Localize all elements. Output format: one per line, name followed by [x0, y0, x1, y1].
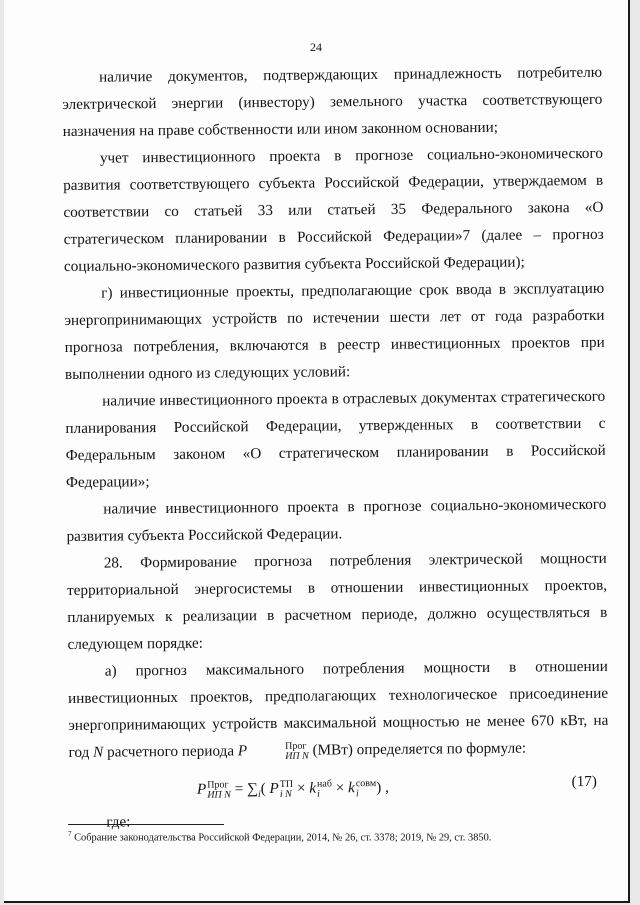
formula-number: (17) — [571, 772, 597, 791]
paragraph-28: 28. Формирование прогноза потребления электрической мощности территориальной энергосистемы в отношении инвестиционных проектов, планируемых к реализации в расчетном периоде, должно осуществляться в следующем порядке: — [66, 549, 608, 653]
footnote-mark: 7 — [68, 830, 72, 838]
document-page — [4, 0, 630, 903]
paragraph-land-docs: наличие документов, подтверждающих принадлежность потребителю электрической энергии (инвестору) земельного участка соответствующего назначения на праве собственности или ином законном основании; — [62, 63, 603, 140]
footnote-divider — [68, 824, 224, 825]
formula-expression: P Прог ИП N = $\sum_i$( P ТП i N × k наб i × k совм i ) , — [196, 777, 389, 801]
item-a-lead: а) прогноз максимального потребления мощности в отношении инвестиционных проектов, предполагающих технологическое присоединение энергопринимающих устройств максимальной мощностью не менее 670 кВт, на год — [68, 657, 609, 761]
page-number: 24 — [310, 40, 322, 54]
year-n-symbol: N — [93, 743, 104, 761]
paragraph-strategic-docs: наличие инвестиционного проекта в отраслевых документах стратегического планирования Российской Федерации, утвержденных в соответствии с Федеральным законом «О стратегическом планировании в Российской Федерации»; — [65, 387, 606, 491]
paragraph-regional-forecast: наличие инвестиционного проекта в прогнозе социально-экономического развития субъекта Российской Федерации. — [66, 495, 607, 545]
paragraph-item-g: г) инвестиционные проекты, предполагающие срок ввода в эксплуатацию энергопринимающих устройств по истечении шести лет от года разработки прогноза потребления, включаются в реестр инвестиционных проектов при выполнении одного из следующих условий: — [64, 279, 605, 383]
paragraph-item-a — [68, 653, 609, 766]
item-a-mid: расчетного периода — [103, 742, 238, 761]
page-body — [62, 59, 609, 836]
formula-17 — [69, 764, 609, 809]
item-a-tail: (МВт) определяется по формуле: — [308, 739, 527, 759]
footnote-text: Собрание законодательства Российской Федерации, 2014, № 26, ст. 3378; 2019, № 29, ст. 3850. — [74, 832, 492, 844]
paragraph-forecast-account: учет инвестиционного проекта в прогнозе социально-экономического развития соответствующего субъекта Российской Федерации, утверждаемом в соответствии со статьей 33 или статьей 35 Федерального закона «О стратегическом планировании в Российской Федерации»7 (далее – прогноз социально-экономического развития субъекта Российской Федерации); — [63, 144, 604, 275]
forecast-power-symbol: P Прог ИП N — [237, 740, 309, 762]
where-label: где: — [106, 813, 131, 831]
footnote — [68, 828, 588, 844]
